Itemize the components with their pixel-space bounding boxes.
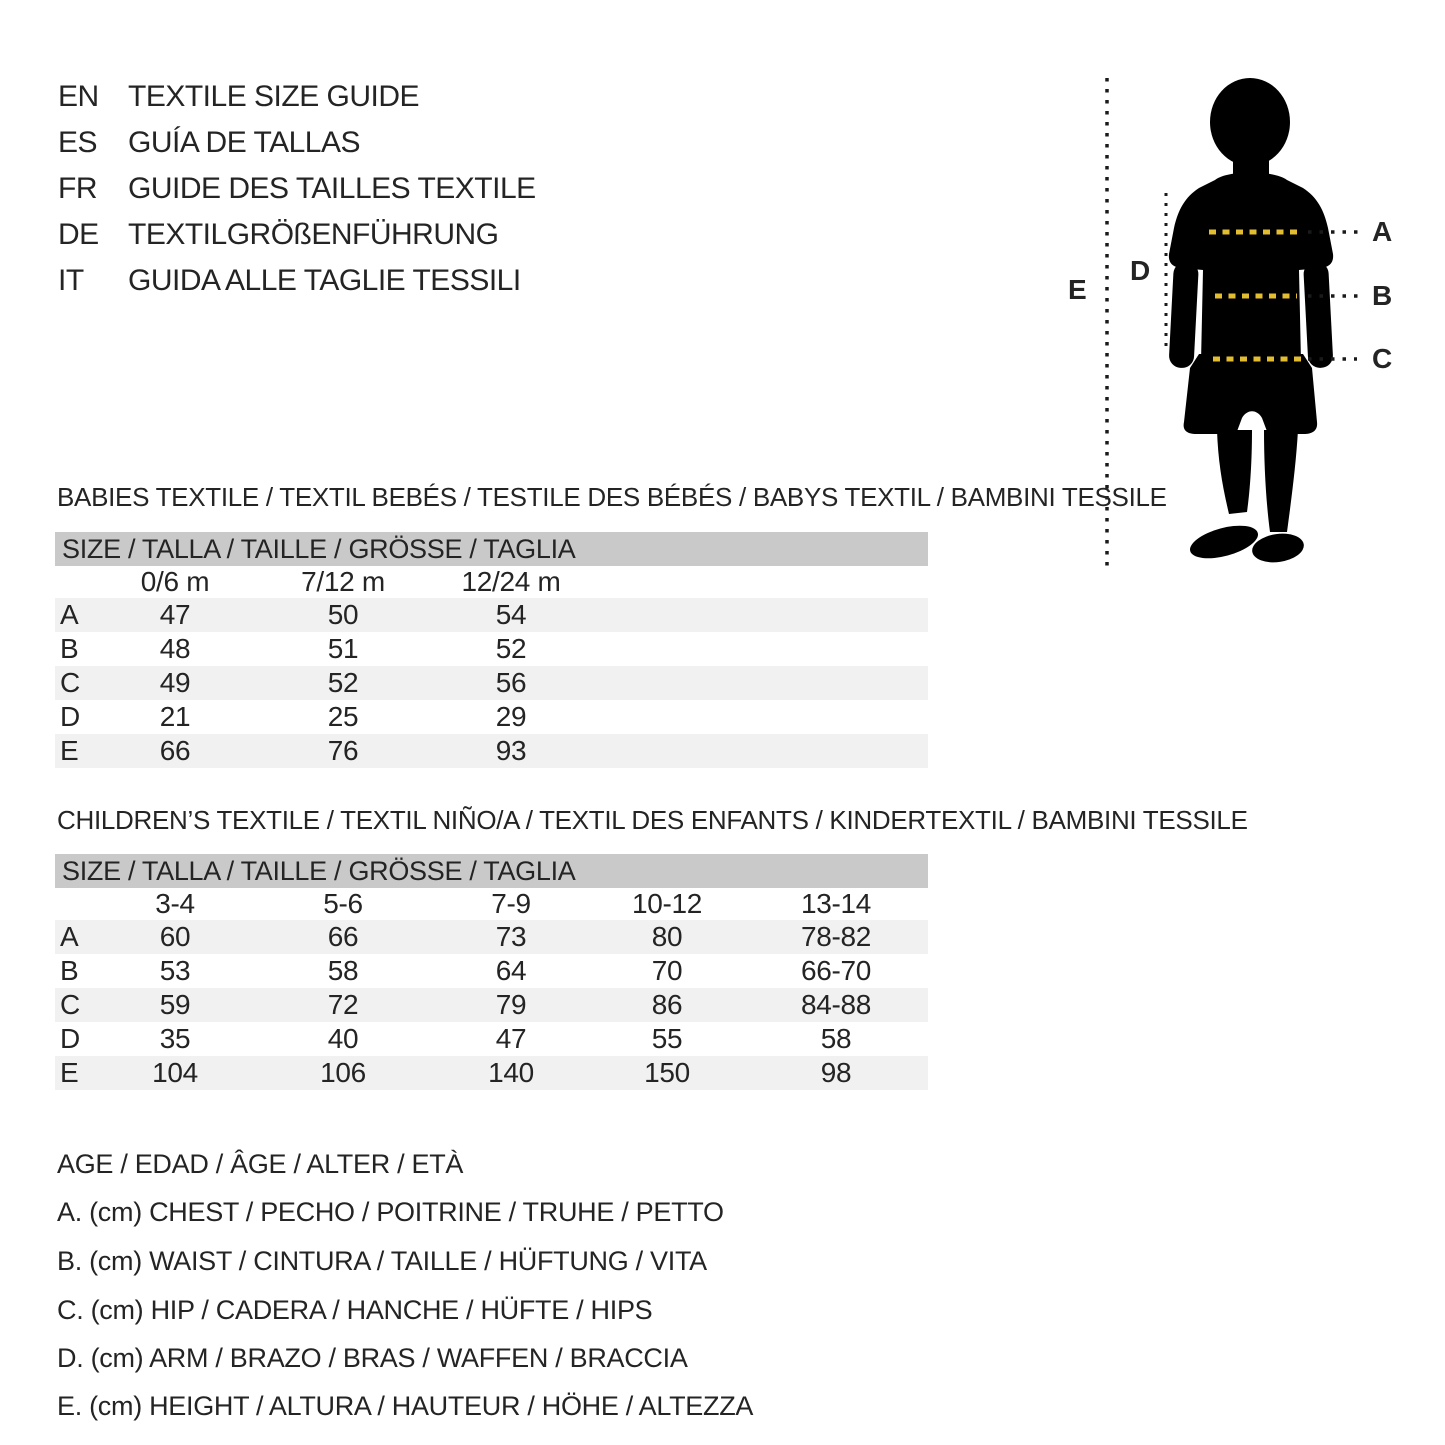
children-column-header: 7-9	[491, 888, 531, 919]
children-row-e	[55, 1056, 928, 1090]
children-column-header: 10-12	[631, 888, 703, 919]
figure-label-d: D	[1130, 255, 1151, 286]
children-row-b	[55, 954, 928, 988]
legend-arm: D. (cm) ARM / BRAZO / BRAS / WAFFEN / BRACCIA	[57, 1343, 688, 1373]
table-cell: 25	[327, 701, 359, 732]
table-cell: 47	[495, 1023, 527, 1054]
table-cell: 51	[327, 633, 359, 664]
figure-label-a: A	[1372, 216, 1393, 247]
table-cell: 72	[327, 989, 359, 1020]
lang-row-it	[58, 263, 521, 299]
table-cell: 80	[651, 921, 683, 952]
table-cell: 40	[327, 1023, 359, 1054]
babies-row-c	[55, 666, 928, 700]
legend-height: E. (cm) HEIGHT / ALTURA / HAUTEUR / HÖHE / ALTEZZA	[57, 1391, 754, 1421]
children-column-header: 13-14	[800, 888, 872, 919]
legend-chest: A. (cm) CHEST / PECHO / POITRINE / TRUHE / PETTO	[57, 1197, 724, 1227]
babies-row-b	[55, 632, 928, 666]
legend-age: AGE / EDAD / ÂGE / ALTER / ETÀ	[57, 1149, 464, 1179]
lang-title-es: GUÍA DE TALLAS	[128, 126, 360, 159]
legend-waist: B. (cm) WAIST / CINTURA / TAILLE / HÜFTUNG / VITA	[57, 1246, 707, 1276]
lang-code-fr: FR	[58, 172, 97, 205]
lang-title-de: TEXTILGRÖßENFÜHRUNG	[128, 218, 499, 251]
row-label: D	[60, 701, 80, 732]
table-cell: 150	[644, 1057, 690, 1088]
table-cell: 84-88	[800, 989, 872, 1020]
table-cell: 93	[495, 735, 527, 766]
children-column-header: 5-6	[323, 888, 363, 919]
children-row-a	[55, 920, 928, 954]
row-label: E	[60, 735, 79, 766]
row-label: B	[60, 955, 79, 986]
children-row-c	[55, 988, 928, 1022]
figure-label-c: C	[1372, 343, 1393, 374]
row-label: D	[60, 1023, 80, 1054]
table-cell: 78-82	[800, 921, 872, 952]
table-cell: 58	[820, 1023, 852, 1054]
lang-row-en	[58, 79, 419, 115]
table-cell: 98	[820, 1057, 852, 1088]
lang-row-de	[58, 217, 499, 253]
figure-label-e: E	[1068, 274, 1087, 305]
babies-row-d	[55, 700, 928, 734]
table-cell: 47	[159, 599, 191, 630]
lang-row-es	[58, 125, 360, 161]
table-cell: 66	[159, 735, 191, 766]
table-cell: 64	[495, 955, 527, 986]
lang-title-it: GUIDA ALLE TAGLIE TESSILI	[128, 264, 521, 297]
table-cell: 60	[159, 921, 191, 952]
table-cell: 53	[159, 955, 191, 986]
table-cell: 49	[159, 667, 191, 698]
lang-title-fr: GUIDE DES TAILLES TEXTILE	[128, 172, 536, 205]
row-label: E	[60, 1057, 79, 1088]
children-row-d	[55, 1022, 928, 1056]
figure-label-b: B	[1372, 280, 1393, 311]
babies-column-header: 12/24 m	[461, 566, 561, 597]
table-cell: 59	[159, 989, 191, 1020]
table-cell: 104	[152, 1057, 198, 1088]
table-cell: 106	[320, 1057, 366, 1088]
children-column-header: 3-4	[155, 888, 195, 919]
babies-column-header: 7/12 m	[301, 566, 385, 597]
table-cell: 73	[495, 921, 527, 952]
row-label: C	[60, 989, 80, 1020]
table-cell: 52	[495, 633, 527, 664]
babies-size-header-bar: SIZE / TALLA / TAILLE / GRÖSSE / TAGLIA	[55, 532, 928, 566]
table-cell: 66-70	[800, 955, 872, 986]
babies-row-e	[55, 734, 928, 768]
row-label: A	[60, 599, 79, 630]
babies-section-title: BABIES TEXTILE / TEXTIL BEBÉS / TESTILE DES BÉBÉS / BABYS TEXTIL / BAMBINI TESSILE	[57, 482, 1167, 512]
table-cell: 56	[495, 667, 527, 698]
table-cell: 79	[495, 989, 527, 1020]
table-cell: 48	[159, 633, 191, 664]
children-size-header-bar: SIZE / TALLA / TAILLE / GRÖSSE / TAGLIA	[55, 854, 928, 888]
babies-row-a	[55, 598, 928, 632]
table-cell: 70	[651, 955, 683, 986]
table-cell: 29	[495, 701, 527, 732]
row-label: B	[60, 633, 79, 664]
babies-column-header: 0/6 m	[140, 566, 210, 597]
table-cell: 50	[327, 599, 359, 630]
table-cell: 55	[651, 1023, 683, 1054]
table-cell: 140	[488, 1057, 534, 1088]
lang-code-es: ES	[58, 126, 98, 159]
lang-title-en: TEXTILE SIZE GUIDE	[128, 80, 420, 113]
table-cell: 54	[495, 599, 527, 630]
table-cell: 58	[327, 955, 359, 986]
children-section-title: CHILDREN’S TEXTILE / TEXTIL NIÑO/A / TEXTIL DES ENFANTS / KINDERTEXTIL / BAMBINI TESSILE	[57, 805, 1248, 835]
babies-column-header-row	[55, 566, 928, 598]
children-column-header-row	[55, 888, 928, 920]
row-label: A	[60, 921, 79, 952]
table-cell: 66	[327, 921, 359, 952]
child-silhouette	[1168, 78, 1333, 565]
table-cell: 21	[159, 701, 191, 732]
lang-code-it: IT	[58, 264, 84, 297]
table-cell: 76	[327, 735, 359, 766]
row-label: C	[60, 667, 80, 698]
lang-row-fr	[58, 171, 536, 207]
lang-code-de: DE	[58, 218, 99, 251]
table-cell: 52	[327, 667, 359, 698]
table-cell: 35	[159, 1023, 191, 1054]
table-cell: 86	[651, 989, 683, 1020]
lang-code-en: EN	[58, 80, 99, 113]
legend-hip: C. (cm) HIP / CADERA / HANCHE / HÜFTE / HIPS	[57, 1295, 653, 1325]
